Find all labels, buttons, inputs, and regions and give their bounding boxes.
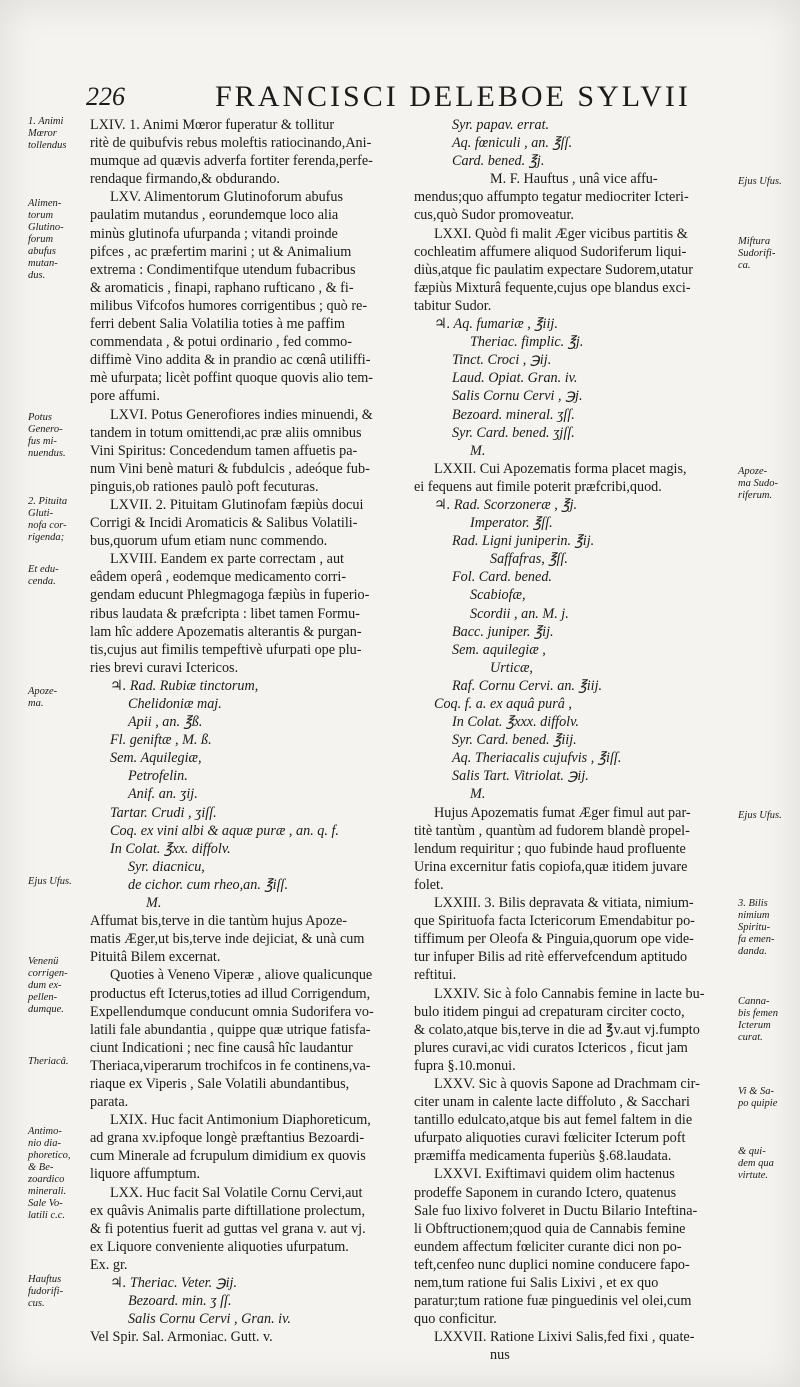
text-line: Syr. papav. errat.: [452, 117, 550, 133]
margin-note-line: virtute.: [738, 1170, 769, 1181]
text-line: Corrigi & Incidi Aromaticis & Salibus Volatili-: [90, 515, 358, 532]
text-line: milibus Vifcofos humores corrigentibus ; quò re-: [90, 297, 368, 314]
text-line: ad grana xv.ipfoque longè præftantius Bezoardi-: [90, 1130, 365, 1147]
margin-note-line: Vi & Sa-: [738, 1086, 774, 1097]
margin-note: [28, 564, 59, 588]
text-line: LXVIII. Eandem ex parte correctam , aut: [110, 551, 344, 568]
text-line: ufurpato aliquoties curavi fœliciter Icterum poft: [414, 1130, 686, 1147]
text-line: Pituitâ Bilem excernat.: [90, 949, 221, 966]
text-line: paratur;tum ratione fuæ pinguedinis vel olei,cum: [414, 1293, 692, 1310]
text-line: Card. bened. ℥j.: [452, 153, 545, 170]
text-line: riaque ex Viperis , Sale Volatili abundantibus,: [90, 1075, 350, 1092]
text-line: Coq. f. a. ex aquâ purâ ,: [434, 696, 572, 712]
margin-note-line: Sudorifi-: [738, 248, 776, 259]
text-line: mè ufurpata; licèt poffint quoque quovis alio tem-: [90, 370, 374, 387]
text-line: nem,tum ratione fui Salis Lixivi , et ex quo: [414, 1275, 659, 1291]
text-line: Affumat bis,terve in die tantùm hujus Apoze-: [90, 913, 348, 930]
text-line: productus eft Icterus,toties ad illud Corrigendum,: [90, 985, 371, 1002]
text-line: teft,cenfeo nunc duplici nomine conducere fapo-: [414, 1256, 690, 1273]
margin-note-line: Potus: [28, 412, 52, 423]
text-line: LXXV. Sic à quovis Sapone ad Drachmam cir-: [434, 1075, 700, 1092]
margin-note-line: fa emen-: [738, 934, 775, 945]
margin-note-line: po quipie: [738, 1098, 778, 1109]
text-line: Bezoard. mineral. ʒſſ.: [452, 406, 575, 423]
text-line: & aromaticis , finapi, raphano rufticano , & fi-: [90, 279, 354, 296]
text-line: cus,quò Sudor promoveatur.: [414, 207, 574, 224]
margin-note-line: Genero-: [28, 424, 63, 435]
text-line: ei fequens aut fimile poterit præfcribi,quod.: [414, 478, 662, 495]
text-line: In Colat. ℥xxx. diffolv.: [452, 714, 579, 731]
margin-note-line: bis femen: [738, 1008, 778, 1019]
text-line: pore affumi.: [90, 388, 160, 405]
text-line: eundem affectum fœliciter curante dici non po-: [414, 1238, 682, 1255]
text-line: Sem. aquilegiæ ,: [452, 641, 546, 658]
text-line: ferri debent Salia Volatilia toties à me paffim: [90, 316, 345, 333]
text-line: bulo itidem pingui ad crepaturam circiter cocto,: [414, 1003, 685, 1020]
margin-note-line: Canna-: [738, 996, 770, 1007]
text-line: Apii , an. ℥ß.: [128, 714, 203, 731]
text-line: parata.: [90, 1094, 129, 1111]
text-line: M. F. Hauftus , unâ vice affu-: [490, 171, 658, 188]
text-line: lendum requiritur ; quo fubinde haud profluente: [414, 840, 686, 857]
text-line: Laud. Opiat. Gran. iv.: [452, 370, 578, 387]
margin-note-line: Ejus Ufus.: [738, 176, 782, 187]
margin-note-line: Hauftus: [28, 1274, 62, 1285]
text-line: Bezoard. min. ʒ ſſ.: [128, 1293, 232, 1310]
text-line: num Vini benè maturi & fubdulcis , adeóque fub-: [90, 460, 370, 477]
text-line: prodeffe Saponem in curando Ictero, quatenus: [414, 1184, 677, 1201]
margin-note-line: Et edu-: [28, 564, 59, 575]
margin-note: [28, 412, 66, 460]
text-line: ♃. Aq. fumariæ , ℥iij.: [434, 316, 558, 333]
text-line: Theriac. fimplic. ℥j.: [470, 334, 584, 351]
page-number: 226: [86, 82, 125, 111]
margin-note-line: ca.: [738, 260, 751, 271]
margin-note-line: mutan-: [28, 258, 58, 269]
text-line: LXXIV. Sic à folo Cannabis femine in lacte bu-: [434, 985, 705, 1002]
text-line: ciunt Indicationi ; nec fine causâ hîc laudantur: [90, 1039, 353, 1056]
left-text-column: [90, 116, 408, 1346]
text-line: reftitui.: [414, 967, 457, 984]
text-line: Aq. fœniculi , an. ℥ſſ.: [452, 135, 573, 152]
text-line: lam hîc addere Apozematis alterantis & purgan-: [90, 623, 362, 640]
text-line: Salis Tart. Vitriolat. ℈ij.: [452, 768, 589, 785]
text-line: Fl. geniftæ , M. ß.: [110, 732, 212, 749]
text-line: latili fale abundantia , quippe quæ utrique fatisfa-: [90, 1021, 371, 1038]
text-line: ♃. Rad. Rubiæ tinctorum,: [110, 677, 259, 694]
text-line: LXXI. Quòd fi malit Æger vicibus partitis &: [434, 225, 688, 242]
text-line: LXXVII. Ratione Lixivi Salis,fed fixi , quate-: [434, 1329, 695, 1346]
text-line: bus,quorum ufum etiam nunc commendo.: [90, 533, 328, 550]
margin-note: [738, 176, 782, 188]
text-line: Petrofelin.: [128, 768, 188, 785]
text-line: Salis Cornu Cervi , ℈j.: [452, 388, 583, 405]
text-line: Expellendumque conducunt omnia Sudorifera vo-: [90, 1003, 374, 1020]
margin-note: [28, 956, 68, 1016]
text-line: LXXVI. Exiftimavi quidem olim hactenus: [434, 1166, 675, 1183]
text-line: præmiffa medicamenta fuperiùs §.68.laudata.: [414, 1148, 672, 1165]
text-line: ex Liquore conveniente aliquoties ufurpatum.: [90, 1238, 349, 1255]
text-line: Scabiofæ,: [470, 587, 526, 604]
text-line: mendus;quo affumpto tegatur mediocriter Icteri-: [414, 189, 689, 206]
text-line: Tinct. Croci , ℈ij.: [452, 352, 552, 369]
running-head: FRANCISCI DELEBOE SYLVII: [215, 80, 691, 113]
text-line: Rad. Ligni juniperin. ℥ij.: [452, 533, 595, 550]
text-line: minùs glutinofa ufurpanda ; vitandi proinde: [90, 225, 338, 242]
text-line: liquore affumptum.: [90, 1166, 201, 1183]
text-line: LXXIII. 3. Bilis depravata & vitiata, nimium-: [434, 895, 694, 912]
text-line: Saffafras, ℥ſſ.: [490, 551, 568, 568]
text-line: tiffimum per Oleofa & Pinguia,quorum ope vide-: [414, 931, 694, 948]
text-line: extrema : Condimentifque utendum fubacribus: [90, 261, 356, 278]
text-line: fupra §.10.monui.: [414, 1057, 516, 1074]
text-line: tur infuper Bilis ad ritè effervefcendum aptitudo: [414, 949, 688, 966]
text-line: Raf. Cornu Cervi. an. ℥iij.: [452, 677, 603, 694]
text-line: Anif. an. ʒij.: [128, 786, 198, 803]
text-line: citer unam in calente lacte diffoluto , & Sacchari: [414, 1094, 690, 1111]
text-line: cochleatim affumere aliquod Sudoriferum liqui-: [414, 243, 687, 260]
text-line: LXXII. Cui Apozematis forma placet magis,: [434, 460, 687, 477]
margin-note-line: Glutino-: [28, 222, 64, 233]
text-line: Vini Spiritus: Concedendum tamen affuetis pa-: [90, 442, 358, 459]
margin-note-line: 3. Bilis: [738, 898, 768, 909]
margin-note-line: nimium: [738, 910, 770, 921]
text-line: Hujus Apozematis fumat Æger fimul aut par-: [434, 804, 691, 821]
text-line: Scordii , an. M. j.: [470, 605, 569, 622]
margin-note: [738, 1086, 777, 1110]
margin-note-line: Theriacâ.: [28, 1056, 69, 1067]
text-line: Tartar. Crudi , ʒiſſ.: [110, 804, 217, 821]
margin-note-line: nofa cor-: [28, 520, 67, 531]
text-line: rendaque firmando,& obdurando.: [90, 171, 280, 188]
text-line: paulatim mutandus , eorundemque loco alia: [90, 207, 339, 224]
margin-note-line: cus.: [28, 1298, 45, 1309]
margin-note-line: Antimo-: [28, 1126, 62, 1137]
text-line: que Spirituofa facta Ictericorum Emendabitur po-: [414, 913, 695, 930]
text-line: folet.: [414, 876, 444, 893]
text-line: Aq. Theriacalis cujufvis , ℥iſſ.: [452, 750, 622, 767]
margin-note: [28, 116, 67, 152]
margin-note-line: torum: [28, 210, 54, 221]
margin-note-line: Gluti-: [28, 508, 54, 519]
text-line: LXX. Huc facit Sal Volatile Cornu Cervi,aut: [110, 1184, 363, 1201]
margin-note-line: dem qua: [738, 1158, 774, 1169]
text-line: Urina excernitur fatis copiofa,quæ itidem juvare: [414, 858, 688, 875]
text-line: Syr. Card. bened. ℥iij.: [452, 732, 577, 749]
text-line: Chelidoniæ maj.: [128, 696, 222, 712]
margin-note-line: pellen-: [28, 992, 58, 1003]
text-line: ries brevi curavi Ictericos.: [90, 659, 239, 676]
text-line: tabitur Sudor.: [414, 297, 492, 314]
text-line: Theriaca,viperarum trochifcos in fe continens,va-: [90, 1057, 371, 1074]
text-line: LXV. Alimentorum Glutinoforum abufus: [110, 189, 344, 206]
margin-note-line: tollendus: [28, 140, 67, 151]
margin-note-line: fus mi-: [28, 436, 57, 447]
text-line: Ex. gr.: [90, 1256, 128, 1273]
text-line: & colato,atque bis,terve in die ad ℥v.aut vj.fumpto: [414, 1021, 700, 1038]
margin-note-line: rigenda;: [28, 532, 65, 543]
text-line: Sem. Aquilegiæ,: [110, 750, 202, 767]
margin-note-line: Apoze-: [738, 466, 768, 477]
margin-note-line: dum ex-: [28, 980, 62, 991]
margin-note: [738, 1146, 774, 1182]
text-line: pinguis,ob rationes paulò poft fecuturas.: [90, 478, 319, 495]
text-line: ♃. Rad. Scorzoneræ , ℥j.: [434, 496, 578, 513]
margin-note-line: curat.: [738, 1032, 763, 1043]
text-line: titè tantùm , quantùm ad fudorem blandè propel-: [414, 822, 690, 839]
margin-note-line: Spiritu-: [738, 922, 771, 933]
margin-note: [738, 236, 775, 272]
margin-note-line: 1. Animi: [28, 116, 64, 127]
margin-note-line: Ejus Ufus.: [738, 810, 782, 821]
text-line: commendata , & potui ordinario , fed commo-: [90, 334, 353, 351]
text-line: ribus laudata & præfcripta : libet tamen Formu-: [90, 605, 360, 622]
text-line: Salis Cornu Cervi , Gran. iv.: [128, 1311, 291, 1328]
text-line: Syr. diacnicu,: [128, 858, 205, 875]
margin-note: [28, 1274, 63, 1310]
text-line: M.: [146, 895, 162, 912]
margin-note-line: ma Sudo-: [738, 478, 778, 489]
margin-note: [738, 466, 778, 502]
margin-note-line: Icterum: [738, 1020, 771, 1031]
margin-note: [28, 496, 67, 544]
margin-note-line: Apoze-: [28, 686, 58, 697]
margin-note-line: 2. Pituita: [28, 496, 68, 507]
margin-note-line: Mœror: [28, 128, 57, 139]
text-line: de cichor. cum rheo,an. ℥iſſ.: [128, 876, 289, 893]
text-line: In Colat. ℥xx. diffolv.: [110, 840, 231, 857]
margin-note-line: forum: [28, 234, 54, 245]
margin-note-line: Alimen-: [28, 198, 62, 209]
text-line: LXVI. Potus Generofiores indies minuendi, &: [110, 406, 373, 423]
text-line: Quoties à Veneno Viperæ , aliove qualicunque: [110, 967, 373, 984]
margin-note: [738, 996, 778, 1044]
margin-note-line: dumque.: [28, 1004, 64, 1015]
text-line: diùs,atque fic paulatim expectare Sudorem,utatur: [414, 261, 693, 278]
text-line: LXIX. Huc facit Antimonium Diaphoreticum,: [110, 1112, 371, 1129]
text-line: M.: [470, 786, 486, 803]
text-line: LXVII. 2. Pituitam Glutinofam fæpiùs docui: [110, 496, 364, 513]
margin-note-line: riferum.: [738, 490, 773, 501]
text-line: ritè de quibufvis rebus moleftis ratiocinando,Ani-: [90, 135, 372, 152]
margin-note-line: dus.: [28, 270, 46, 281]
margin-note: [28, 198, 64, 282]
text-line: ex quâvis Animalis parte diftillatione prolectum,: [90, 1202, 366, 1219]
text-line: tis,cujus aut fimilis tempeftivè ufurpati ope plu-: [90, 641, 362, 658]
margin-note: [28, 1126, 70, 1198]
margin-note-line: latili c.c.: [28, 1210, 66, 1221]
text-line: Bacc. juniper. ℥ij.: [452, 623, 554, 640]
text-line: pifces , ac præfertim marini ; ut & Animalium: [90, 243, 352, 260]
text-line: & fi potentius fuerit ad guttas vel grana v. aut vj.: [90, 1220, 366, 1237]
text-line: Imperator. ℥ſſ.: [470, 515, 553, 532]
right-text-column: [414, 116, 732, 1364]
text-line: M.: [470, 442, 486, 459]
text-line: plures curavi,ac vidi curatos Ictericos , ficut jam: [414, 1039, 688, 1056]
margin-note-line: Miftura: [738, 236, 771, 247]
margin-note-line: Venenü: [28, 956, 59, 967]
margin-note-line: nio dia-: [28, 1138, 61, 1149]
text-line: cum Minerale ad fcrupulum dimidium ex quovis: [90, 1148, 366, 1165]
margin-note: [738, 810, 782, 822]
margin-note-line: fudorifi-: [28, 1286, 64, 1297]
text-line: LXIV. 1. Animi Mœror fuperatur & tollitur: [90, 117, 335, 133]
text-line: Urticæ,: [490, 659, 533, 676]
text-line: Vel Spir. Sal. Armoniac. Gutt. v.: [90, 1329, 273, 1346]
margin-note-line: & Be-: [28, 1162, 54, 1173]
margin-note-line: Ejus Ufus.: [28, 876, 72, 887]
margin-note: [28, 1056, 69, 1068]
margin-note: [28, 1198, 65, 1222]
text-line: matis Æger,ut bis,terve inde dejiciat, & unà cum: [90, 931, 365, 948]
margin-note-line: minerali.: [28, 1186, 67, 1197]
text-line: mumque ad quævis adverfa fortiter ferenda,perfe-: [90, 153, 373, 170]
margin-note-line: Sale Vo-: [28, 1198, 63, 1209]
margin-note-line: danda.: [738, 946, 767, 957]
text-line: eâdem operâ , eodemque medicamento corri-: [90, 569, 347, 586]
margin-note-line: & qui-: [738, 1146, 766, 1157]
margin-note-line: abufus: [28, 246, 57, 257]
text-line: tandem in totum omittendi,ac præ aliis omnibus: [90, 424, 362, 441]
text-line: fæpiùs Mixturâ fequente,cujus ope blandus exci-: [414, 279, 691, 296]
text-line: Coq. ex vini albi & aquæ puræ , an. q. f.: [110, 822, 339, 839]
margin-note-line: corrigen-: [28, 968, 68, 979]
text-line: Syr. Card. bened. ʒjſſ.: [452, 424, 575, 441]
margin-note: [28, 876, 72, 888]
margin-note-line: phoretico,: [28, 1150, 71, 1161]
margin-note: [738, 898, 774, 958]
text-line: ♃. Theriac. Veter. ℈ij.: [110, 1275, 238, 1291]
text-line: quo conficitur.: [414, 1311, 497, 1328]
margin-note-line: zoardico: [28, 1174, 65, 1185]
text-line: Fol. Card. bened.: [452, 569, 552, 586]
text-line: Sale fuo lixivo folveret in Ductu Bilario Inteftina-: [414, 1202, 698, 1219]
text-line: gendam educunt Phlegmagoga fæpiùs in fuperio-: [90, 587, 370, 604]
text-line: li Obftructionem;quod quia de Cannabis femine: [414, 1220, 686, 1237]
margin-note: [28, 686, 57, 710]
margin-note-line: ma.: [28, 698, 44, 709]
margin-note-line: nuendus.: [28, 448, 66, 459]
text-line: diffimè Vino addita & in prandio ac cœnâ utiliffi-: [90, 352, 371, 369]
margin-note-line: cenda.: [28, 576, 56, 587]
text-line: tantillo edulcato,atque bis aut femel faltem in die: [414, 1112, 693, 1129]
text-line: nus: [490, 1347, 510, 1364]
